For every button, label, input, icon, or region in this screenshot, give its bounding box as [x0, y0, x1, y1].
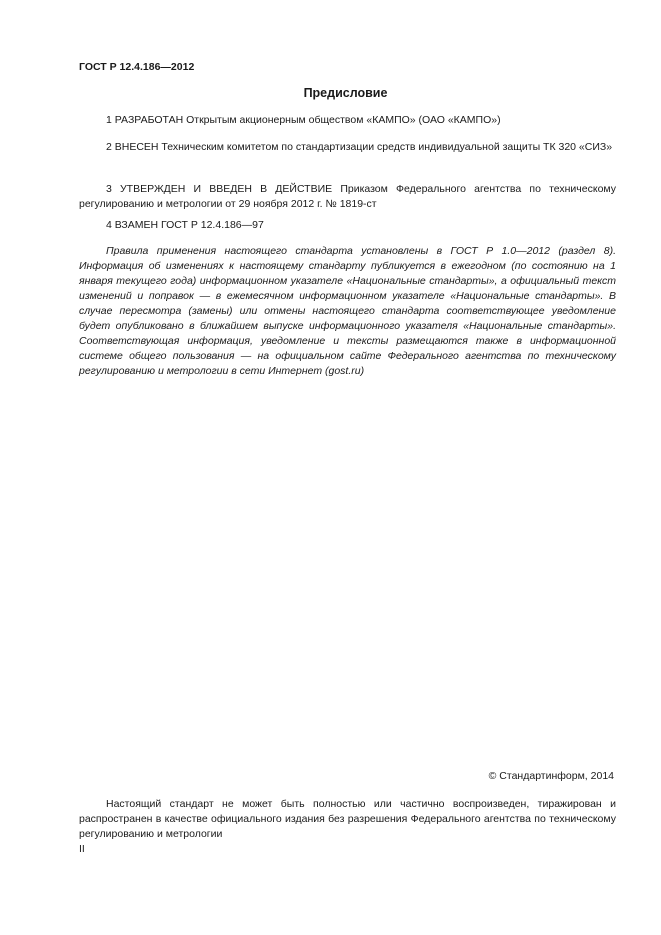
- foreword-item-text: 3 УТВЕРЖДЕН И ВВЕДЕН В ДЕЙСТВИЕ Приказом Федерального агентства по техническому регулированию и метрологии от 29 ноября 2012 г. № 1819-ст: [79, 183, 616, 210]
- foreword-item-4: [79, 218, 616, 233]
- copyright-line: © Стандартинформ, 2014: [488, 770, 614, 782]
- section-title: Предисловие: [303, 86, 388, 100]
- foreword-item-text: 2 ВНЕСЕН Техническим комитетом по стандартизации средств индивидуальной защиты ТК 320 «СИЗ»: [106, 141, 613, 153]
- foreword-item-text: 4 ВЗАМЕН ГОСТ Р 12.4.186—97: [106, 219, 264, 231]
- page-number: II: [79, 843, 85, 855]
- foreword-item-3: [79, 182, 616, 212]
- foreword-item-text: 1 РАЗРАБОТАН Открытым акционерным обществом «КАМПО» (ОАО «КАМПО»): [106, 114, 501, 126]
- reproduction-notice-text: Настоящий стандарт не может быть полностью или частично воспроизведен, тиражирован и распространен в качестве официального издания без разрешения Федерального агентства по техническому регулированию и метрологии: [79, 798, 616, 840]
- reproduction-notice: [79, 797, 616, 842]
- note-text: Правила применения настоящего стандарта установлены в ГОСТ Р 1.0—2012 (раздел 8). Информация об изменениях к настоящему стандарту публикуется в ежегодном (по состоянию на 1 января текущего года) информационном указателе «Национальные стандарты», а официальный текст изменений и поправок — в ежемесячном информационном указателе «Национальные стандарты». В случае пересмотра (замены) или отмены настоящего стандарта соответствующее уведомление будет опубликовано в ближайшем выпуске информационного указателя «Национальные стандарты». Соответствующая информация, уведомление и тексты размещаются также в информационной системе общего пользования — на официальном сайте Федерального агентства по техническому регулированию и метрологии в сети Интернет (gost.ru): [79, 245, 616, 377]
- foreword-item-1: [79, 113, 616, 128]
- application-rules-note: [79, 244, 616, 379]
- foreword-item-2: [79, 140, 616, 155]
- document-code: ГОСТ Р 12.4.186—2012: [79, 61, 195, 73]
